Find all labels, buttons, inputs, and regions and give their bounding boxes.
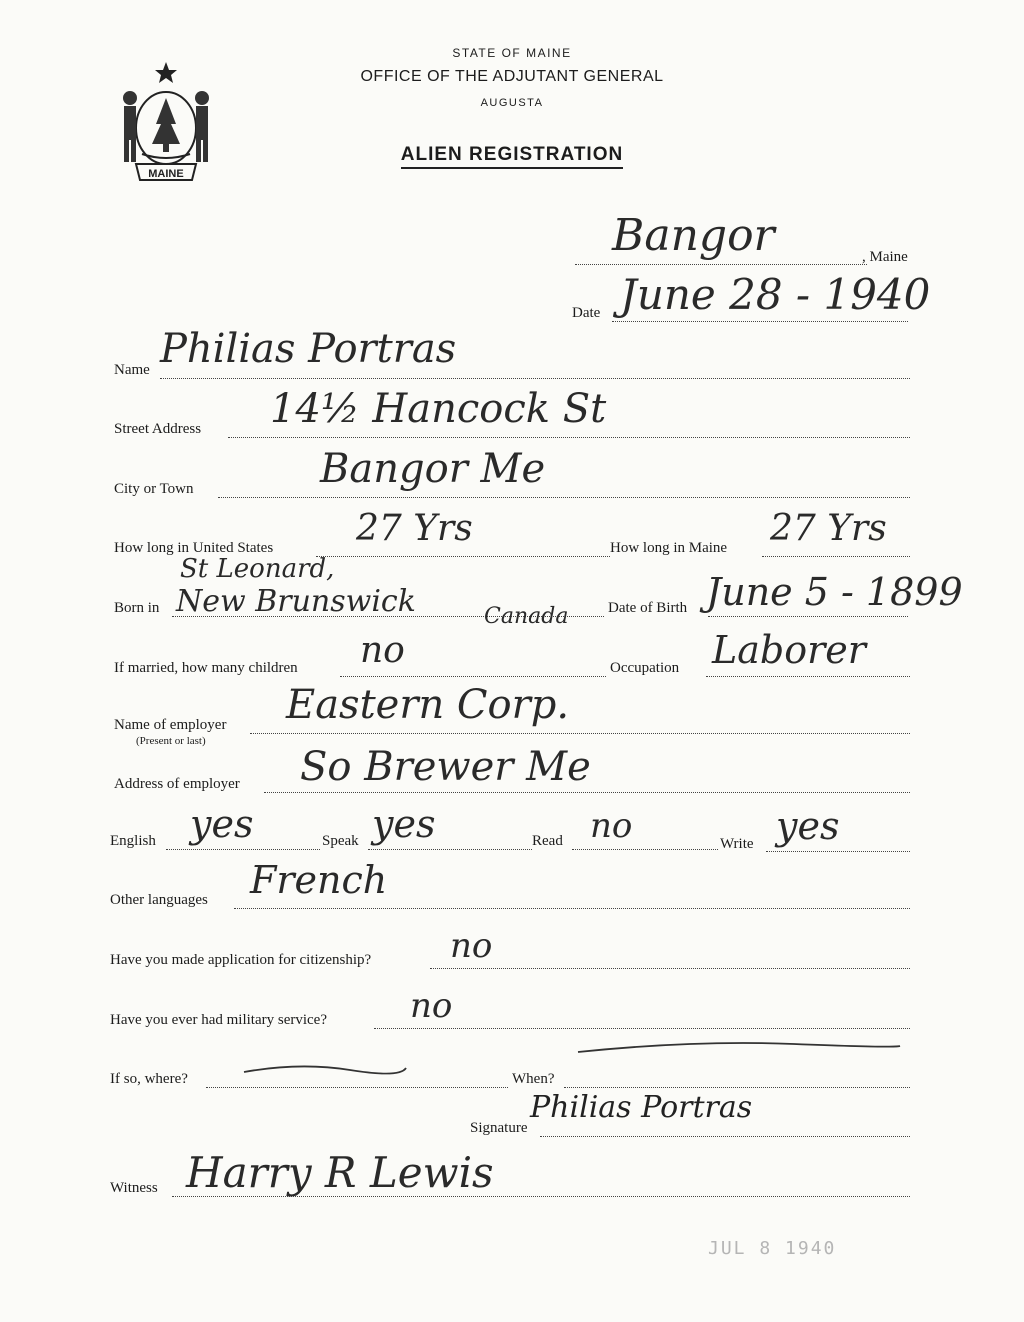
citizenship-value[interactable]: no bbox=[450, 926, 493, 966]
when-line bbox=[564, 1087, 910, 1088]
signature-value[interactable]: Philias Portras bbox=[530, 1090, 753, 1125]
office-heading: OFFICE OF THE ADJUTANT GENERAL bbox=[360, 68, 664, 85]
children-label: If married, how many children bbox=[114, 660, 298, 676]
emp-addr-line bbox=[264, 792, 910, 793]
occupation-label: Occupation bbox=[610, 660, 680, 676]
place-line bbox=[575, 264, 867, 265]
maine-line bbox=[762, 556, 910, 557]
date-value[interactable]: June 28 - 1940 bbox=[620, 270, 931, 319]
write-value[interactable]: yes bbox=[776, 804, 840, 848]
city-value[interactable]: Bangor Me bbox=[320, 446, 546, 492]
read-label: Read bbox=[532, 833, 563, 849]
when-dash-mark bbox=[574, 1038, 904, 1058]
citizenship-label: Have you made application for citizenship? bbox=[110, 952, 372, 968]
employer-line bbox=[250, 733, 910, 734]
where-dash-mark bbox=[240, 1060, 410, 1080]
when-label: When? bbox=[512, 1071, 555, 1087]
maine-value[interactable]: 27 Yrs bbox=[770, 508, 887, 549]
witness-value[interactable]: Harry R Lewis bbox=[186, 1148, 494, 1197]
speak-label: Speak bbox=[322, 833, 359, 849]
maine-seal-icon bbox=[112, 58, 220, 184]
name-value[interactable]: Philias Portras bbox=[160, 326, 457, 372]
employer-sublabel: (Present or last) bbox=[136, 735, 206, 747]
form-title: ALIEN REGISTRATION bbox=[0, 144, 1024, 166]
street-label: Street Address bbox=[114, 421, 202, 437]
military-label: Have you ever had military service? bbox=[110, 1012, 327, 1028]
emp-addr-label: Address of employer bbox=[114, 776, 240, 792]
us-line bbox=[316, 556, 610, 557]
other-lang-value[interactable]: French bbox=[250, 858, 388, 902]
occupation-value[interactable]: Laborer bbox=[712, 628, 866, 672]
state-heading: STATE OF MAINE bbox=[452, 46, 572, 60]
where-line bbox=[206, 1087, 508, 1088]
street-line bbox=[228, 437, 910, 438]
children-line bbox=[340, 676, 606, 677]
english-line bbox=[166, 849, 320, 850]
us-value[interactable]: 27 Yrs bbox=[356, 508, 473, 549]
city-heading: AUGUSTA bbox=[480, 97, 544, 109]
where-label: If so, where? bbox=[110, 1071, 188, 1087]
write-line bbox=[766, 851, 910, 852]
city-line bbox=[218, 497, 910, 498]
svg-text:MAINE: MAINE bbox=[148, 168, 184, 180]
street-value[interactable]: 14½ Hancock St bbox=[270, 386, 607, 432]
read-value[interactable]: no bbox=[590, 806, 633, 846]
other-lang-line bbox=[234, 908, 910, 909]
dob-label: Date of Birth bbox=[608, 600, 688, 616]
place-suffix: , Maine bbox=[862, 249, 908, 265]
us-label: How long in United States bbox=[114, 540, 274, 556]
date-label: Date bbox=[572, 305, 601, 321]
date-line bbox=[612, 321, 908, 322]
dob-line bbox=[708, 616, 908, 617]
born-label: Born in bbox=[114, 600, 160, 616]
military-value[interactable]: no bbox=[410, 986, 453, 1026]
speak-line bbox=[368, 849, 532, 850]
children-value[interactable]: no bbox=[360, 630, 405, 671]
born-value-province[interactable]: New Brunswick bbox=[176, 584, 416, 619]
maine-label: How long in Maine bbox=[610, 540, 728, 556]
born-value-country[interactable]: Canada bbox=[484, 604, 569, 629]
write-label: Write bbox=[720, 836, 754, 852]
military-line bbox=[374, 1028, 910, 1029]
employer-value[interactable]: Eastern Corp. bbox=[286, 682, 570, 728]
employer-label: Name of employer bbox=[114, 717, 227, 733]
signature-line bbox=[540, 1136, 910, 1137]
read-line bbox=[572, 849, 718, 850]
english-value[interactable]: yes bbox=[190, 802, 254, 846]
dob-value[interactable]: June 5 - 1899 bbox=[706, 570, 963, 614]
city-label: City or Town bbox=[114, 481, 194, 497]
place-value[interactable]: Bangor bbox=[612, 210, 775, 261]
emp-addr-value[interactable]: So Brewer Me bbox=[300, 744, 591, 790]
citizenship-line bbox=[430, 968, 910, 969]
speak-value[interactable]: yes bbox=[372, 802, 436, 846]
english-label: English bbox=[110, 833, 156, 849]
other-lang-label: Other languages bbox=[110, 892, 208, 908]
signature-label: Signature bbox=[470, 1120, 528, 1136]
born-value-town[interactable]: St Leonard, bbox=[180, 554, 335, 584]
witness-label: Witness bbox=[110, 1180, 158, 1196]
occupation-line bbox=[706, 676, 910, 677]
name-line bbox=[160, 378, 910, 379]
name-label: Name bbox=[114, 362, 150, 378]
received-stamp: JUL 8 1940 bbox=[708, 1238, 837, 1259]
